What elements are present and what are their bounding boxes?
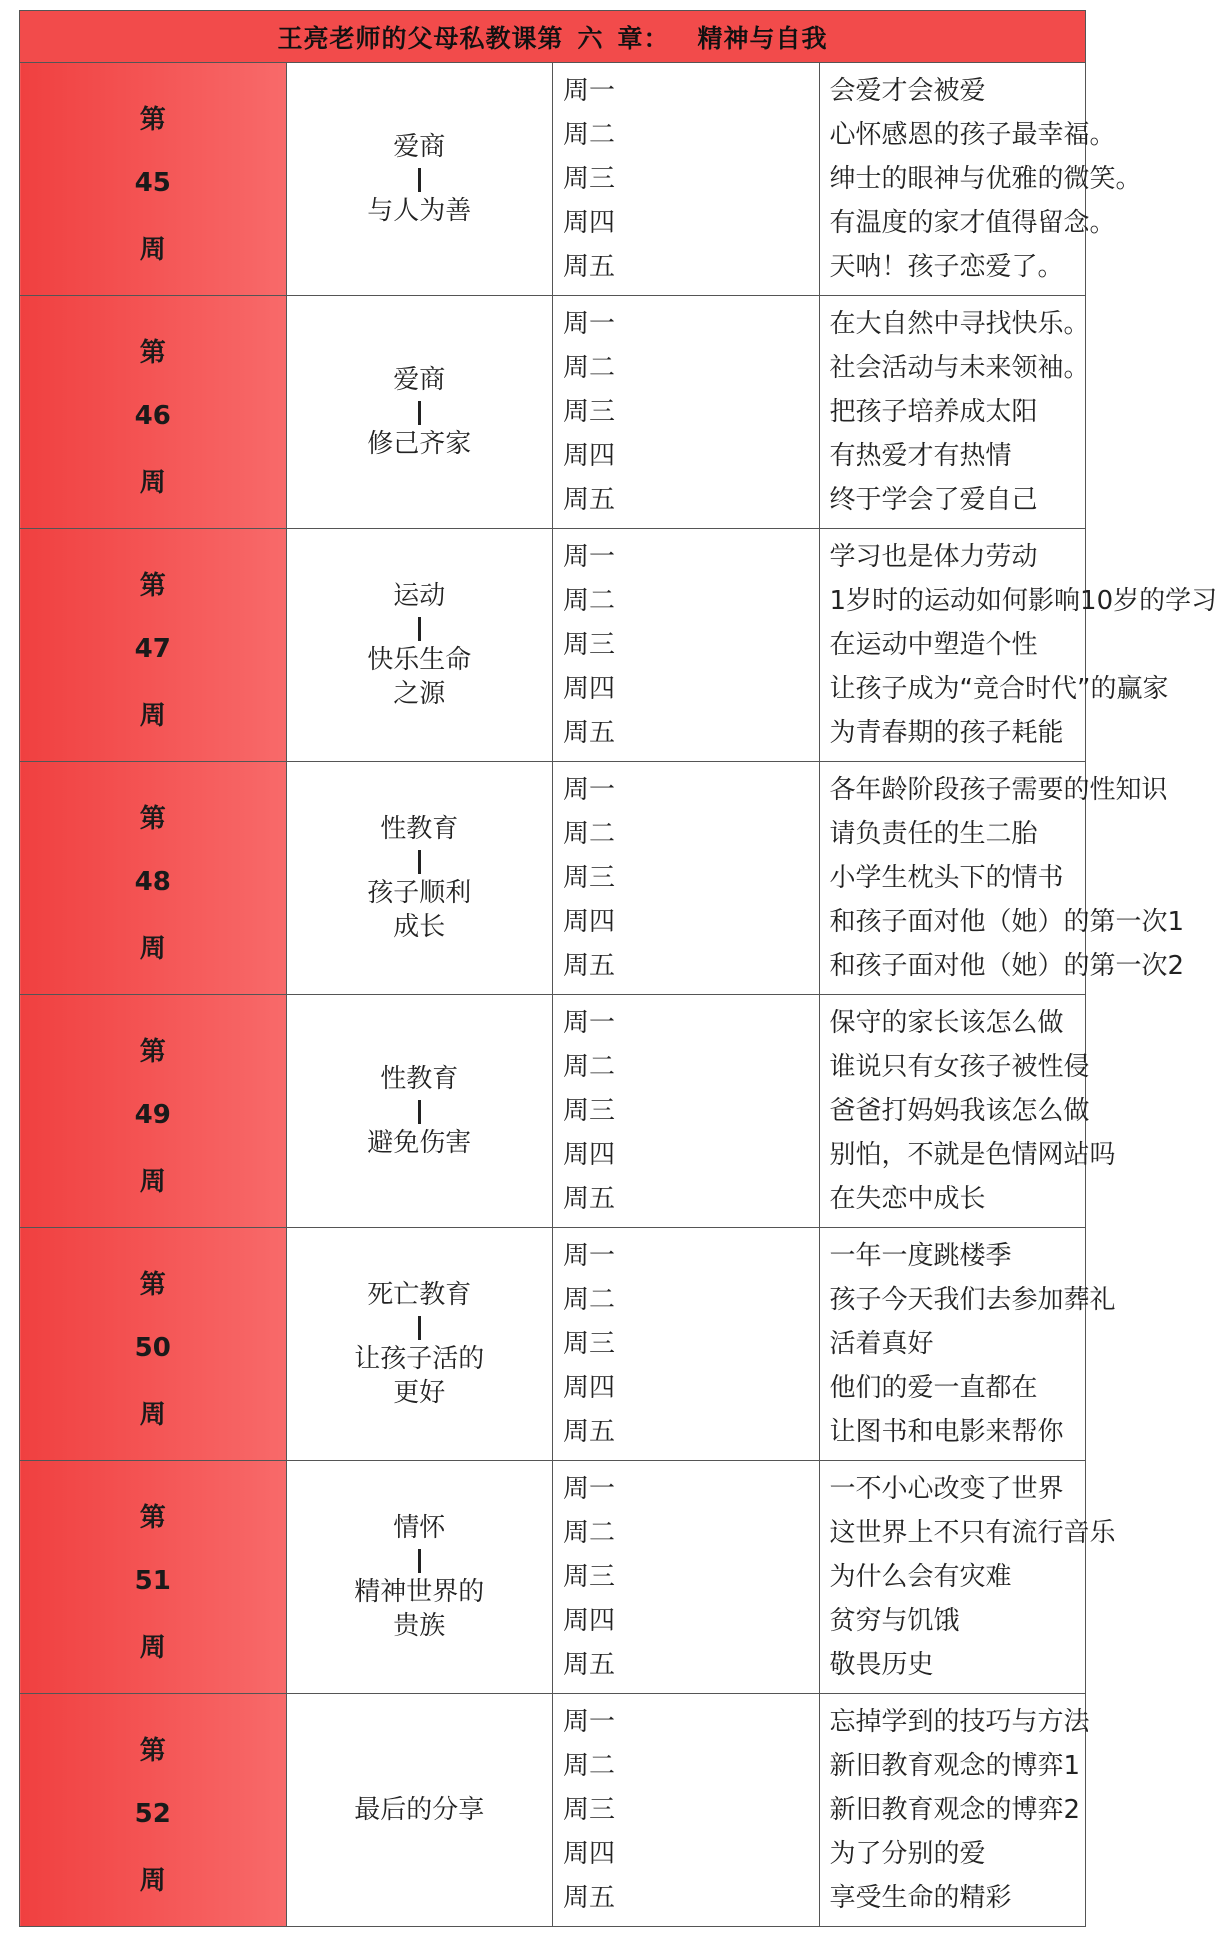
weekday-label: 周四 — [563, 1839, 616, 1869]
week-zhou: 周 — [139, 1400, 166, 1430]
week-number: 48 — [134, 866, 171, 897]
theme-divider — [287, 1096, 553, 1126]
theme-divider — [287, 613, 553, 643]
weekday-label: 周一 — [563, 1008, 616, 1038]
week-label-cell — [20, 1694, 287, 1927]
theme-bottom — [287, 427, 553, 461]
week-row — [20, 63, 1086, 296]
week-di: 第 — [139, 1037, 166, 1067]
theme-top: 爱商 — [393, 365, 446, 395]
theme-bottom-line: 与人为善 — [367, 196, 472, 226]
theme-top: 运动 — [393, 581, 446, 611]
lesson-title: 活着真好 — [829, 1329, 934, 1359]
week-row — [20, 1461, 1086, 1694]
lesson-cell — [819, 296, 1090, 529]
theme-bottom-line: 成长 — [393, 912, 446, 942]
theme-bottom-line: 避免伤害 — [367, 1128, 472, 1158]
lesson-title: 为什么会有灾难 — [829, 1562, 1012, 1592]
lesson-title: 享受生命的精彩 — [829, 1883, 1012, 1913]
lesson-title: 一不小心改变了世界 — [829, 1474, 1064, 1504]
lesson-title: 有温度的家才值得留念。 — [829, 208, 1116, 238]
theme-divider — [287, 397, 553, 427]
week-di: 第 — [139, 571, 166, 601]
week-theme-cell — [286, 995, 553, 1228]
week-row — [20, 296, 1086, 529]
lesson-title: 各年龄阶段孩子需要的性知识 — [829, 775, 1168, 805]
week-row — [20, 529, 1086, 762]
theme-bottom-line: 之源 — [393, 679, 446, 709]
weekday-label: 周一 — [563, 1707, 616, 1737]
weekday-cell — [553, 296, 820, 529]
theme-divider — [287, 1312, 553, 1342]
theme-bottom-line: 更好 — [393, 1378, 446, 1408]
week-zhou: 周 — [139, 1866, 166, 1896]
lesson-title: 学习也是体力劳动 — [829, 542, 1038, 572]
lesson-cell — [819, 63, 1142, 296]
title-chapter-word: 章： — [617, 23, 670, 53]
weekday-label: 周二 — [563, 1518, 616, 1548]
lesson-title: 贫穷与饥饿 — [829, 1606, 960, 1636]
weekday-label: 周三 — [563, 863, 616, 893]
lesson-cell — [819, 1694, 1090, 1927]
week-di: 第 — [139, 1736, 166, 1766]
theme-divider-line — [418, 1100, 421, 1124]
theme-bottom-line: 让孩子活的 — [354, 1344, 485, 1374]
lesson-title: 孩子今天我们去参加葬礼 — [829, 1285, 1116, 1315]
weekday-label: 周三 — [563, 1562, 616, 1592]
lesson-title: 1岁时的运动如何影响10岁的学习 — [829, 586, 1217, 616]
lesson-title: 一年一度跳楼季 — [829, 1241, 1012, 1271]
weekday-label: 周四 — [563, 674, 616, 704]
theme-divider-line — [418, 1549, 421, 1573]
weekday-label: 周四 — [563, 1606, 616, 1636]
week-zhou: 周 — [139, 468, 166, 498]
weekday-label: 周二 — [563, 586, 616, 616]
theme-bottom-line: 贵族 — [393, 1611, 446, 1641]
lesson-title: 忘掉学到的技巧与方法 — [829, 1707, 1090, 1737]
week-di: 第 — [139, 1503, 166, 1533]
theme-divider — [287, 164, 553, 194]
weekday-cell — [553, 1461, 820, 1694]
weekday-label: 周四 — [563, 1373, 616, 1403]
weekday-label: 周五 — [563, 252, 616, 282]
weekday-cell — [553, 995, 820, 1228]
week-zhou: 周 — [139, 1167, 166, 1197]
theme-top: 性教育 — [380, 814, 459, 844]
weekday-label: 周一 — [563, 775, 616, 805]
chapter-title — [20, 11, 1086, 63]
weekday-label: 周三 — [563, 1096, 616, 1126]
lesson-title: 他们的爱一直都在 — [829, 1373, 1038, 1403]
theme-top: 性教育 — [380, 1064, 459, 1094]
theme-top: 爱商 — [393, 132, 446, 162]
lesson-title: 爸爸打妈妈我该怎么做 — [829, 1096, 1090, 1126]
weekday-label: 周四 — [563, 208, 616, 238]
weekday-label: 周五 — [563, 1650, 616, 1680]
lesson-title: 谁说只有女孩子被性侵 — [829, 1052, 1090, 1082]
weekday-label: 周五 — [563, 1883, 616, 1913]
week-theme-cell — [286, 1228, 553, 1461]
theme-bottom — [287, 1342, 553, 1410]
week-row — [20, 995, 1086, 1228]
lesson-title: 为青春期的孩子耗能 — [829, 718, 1064, 748]
lesson-title: 社会活动与未来领袖。 — [829, 353, 1090, 383]
weekday-label: 周二 — [563, 1052, 616, 1082]
theme-divider-line — [418, 617, 421, 641]
lesson-title: 终于学会了爱自己 — [829, 485, 1038, 515]
theme-bottom-line: 快乐生命 — [367, 645, 472, 675]
lesson-title: 绅士的眼神与优雅的微笑。 — [829, 164, 1142, 194]
week-row — [20, 762, 1086, 995]
weekday-label: 周三 — [563, 397, 616, 427]
theme-bottom-line: 孩子顺利 — [367, 878, 472, 908]
theme-divider — [287, 846, 553, 876]
weekday-label: 周四 — [563, 907, 616, 937]
lesson-title: 让孩子成为“竞合时代”的赢家 — [829, 674, 1169, 704]
theme-bottom — [287, 194, 553, 228]
weekday-cell — [553, 1228, 820, 1461]
theme-top: 最后的分享 — [354, 1795, 485, 1825]
theme-bottom — [287, 1126, 553, 1160]
weekday-label: 周五 — [563, 718, 616, 748]
lesson-title: 保守的家长该怎么做 — [829, 1008, 1064, 1038]
week-zhou: 周 — [139, 934, 166, 964]
lesson-title: 在运动中塑造个性 — [829, 630, 1038, 660]
theme-bottom-line: 精神世界的 — [354, 1577, 485, 1607]
lesson-title: 会爱才会被爱 — [829, 76, 986, 106]
weekday-label: 周五 — [563, 1417, 616, 1447]
weekday-label: 周五 — [563, 951, 616, 981]
weekday-label: 周二 — [563, 1285, 616, 1315]
lesson-title: 请负责任的生二胎 — [829, 819, 1038, 849]
theme-divider-line — [418, 401, 421, 425]
weekday-label: 周二 — [563, 1751, 616, 1781]
weekday-label: 周一 — [563, 542, 616, 572]
weekday-cell — [553, 1694, 820, 1927]
lesson-title: 把孩子培养成太阳 — [829, 397, 1038, 427]
lesson-title: 别怕，不就是色情网站吗 — [829, 1140, 1116, 1170]
week-zhou: 周 — [139, 1633, 166, 1663]
week-label-cell — [20, 1461, 287, 1694]
weekday-label: 周五 — [563, 1184, 616, 1214]
schedule-sheet — [19, 10, 1217, 1927]
weekday-label: 周一 — [563, 1241, 616, 1271]
lesson-title: 有热爱才有热情 — [829, 441, 1012, 471]
weekday-label: 周五 — [563, 485, 616, 515]
lesson-title: 新旧教育观念的博弈2 — [829, 1795, 1081, 1825]
lesson-title: 和孩子面对他（她）的第一次2 — [829, 951, 1185, 981]
weekday-cell — [553, 762, 820, 995]
schedule-table — [19, 10, 1217, 1927]
title-row — [20, 11, 1086, 63]
theme-divider-line — [418, 1316, 421, 1340]
weekday-label: 周三 — [563, 164, 616, 194]
weekday-cell — [553, 529, 820, 762]
lesson-cell — [819, 762, 1185, 995]
week-di: 第 — [139, 1270, 166, 1300]
lesson-cell — [819, 529, 1217, 762]
theme-bottom — [287, 1575, 553, 1643]
week-label-cell — [20, 762, 287, 995]
lesson-cell — [819, 1461, 1116, 1694]
weekday-label: 周一 — [563, 309, 616, 339]
week-number: 52 — [134, 1798, 171, 1829]
lesson-cell — [819, 1228, 1116, 1461]
theme-divider-line — [418, 168, 421, 192]
week-theme-cell — [286, 529, 553, 762]
lesson-title: 在大自然中寻找快乐。 — [829, 309, 1090, 339]
week-number: 50 — [134, 1332, 171, 1363]
title-chapter: 六 — [577, 23, 604, 53]
week-label-cell — [20, 1228, 287, 1461]
week-row — [20, 1694, 1086, 1927]
lesson-title: 新旧教育观念的博弈1 — [829, 1751, 1081, 1781]
theme-top: 死亡教育 — [367, 1280, 472, 1310]
week-label-cell — [20, 63, 287, 296]
week-theme-cell — [286, 1461, 553, 1694]
week-label-cell — [20, 995, 287, 1228]
theme-top: 情怀 — [393, 1513, 446, 1543]
lesson-title: 这世界上不只有流行音乐 — [829, 1518, 1116, 1548]
weekday-label: 周三 — [563, 630, 616, 660]
theme-divider — [287, 1545, 553, 1575]
week-label-cell — [20, 296, 287, 529]
week-label-cell — [20, 529, 287, 762]
weekday-label: 周二 — [563, 819, 616, 849]
weekday-label: 周四 — [563, 1140, 616, 1170]
week-zhou: 周 — [139, 235, 166, 265]
week-zhou: 周 — [139, 701, 166, 731]
week-di: 第 — [139, 804, 166, 834]
lesson-title: 让图书和电影来帮你 — [829, 1417, 1064, 1447]
lesson-title: 在失恋中成长 — [829, 1184, 986, 1214]
weekday-label: 周三 — [563, 1329, 616, 1359]
lesson-cell — [819, 995, 1116, 1228]
week-theme-cell — [286, 762, 553, 995]
weekday-label: 周三 — [563, 1795, 616, 1825]
weekday-label: 周一 — [563, 76, 616, 106]
week-row — [20, 1228, 1086, 1461]
week-theme-cell — [286, 63, 553, 296]
title-prefix: 王亮老师的父母私教课第 — [277, 23, 564, 53]
theme-bottom-line: 修己齐家 — [367, 429, 472, 459]
week-number: 47 — [134, 633, 171, 664]
lesson-title: 小学生枕头下的情书 — [829, 863, 1064, 893]
week-di: 第 — [139, 105, 166, 135]
lesson-title: 心怀感恩的孩子最幸福。 — [829, 120, 1116, 150]
weekday-label: 周二 — [563, 353, 616, 383]
theme-divider-line — [418, 850, 421, 874]
week-theme-cell — [286, 296, 553, 529]
title-subject: 精神与自我 — [697, 23, 828, 53]
theme-bottom — [287, 643, 553, 711]
lesson-title: 敬畏历史 — [829, 1650, 934, 1680]
lesson-title: 天呐！孩子恋爱了。 — [829, 252, 1064, 282]
week-number: 49 — [134, 1099, 171, 1130]
weekday-label: 周四 — [563, 441, 616, 471]
weekday-label: 周二 — [563, 120, 616, 150]
weekday-cell — [553, 63, 820, 296]
week-number: 45 — [134, 167, 171, 198]
week-number: 46 — [134, 400, 171, 431]
week-number: 51 — [134, 1565, 171, 1596]
week-di: 第 — [139, 338, 166, 368]
weekday-label: 周一 — [563, 1474, 616, 1504]
lesson-title: 为了分别的爱 — [829, 1839, 986, 1869]
week-theme-cell — [286, 1694, 553, 1927]
theme-bottom — [287, 876, 553, 944]
lesson-title: 和孩子面对他（她）的第一次1 — [829, 907, 1185, 937]
